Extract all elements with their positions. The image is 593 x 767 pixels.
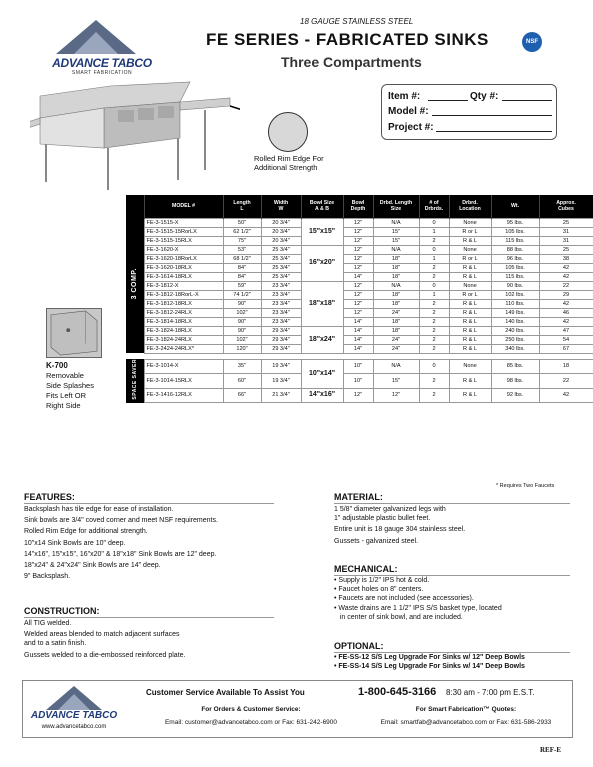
logo-tagline: SMART FABRICATION [71,70,133,76]
cell-width: 23 3/4" [261,290,301,299]
cell-width: 29 3/4" [261,344,301,353]
orders-title: For Orders & Customer Service: [201,706,301,713]
cell-bowl-depth: 12" [343,245,373,254]
cell-bowl-size: 18"x18" [301,281,343,326]
quotes-title: For Smart Fabrication™ Quotes: [415,706,517,713]
features-item: Rolled Rim Edge for additional strength. [24,528,148,536]
cell-drbd-length: 24" [373,335,419,344]
cell-drbd-length: 18" [373,317,419,326]
features-item: Backsplash has tile edge for ease of installation. [24,506,174,513]
sink-illustration [30,78,240,198]
cell-weight: 105 lbs. [491,227,539,236]
footer-logo-name: ADVANCE TABCO [30,710,118,721]
cell-model: FE-3-1014-15RLX [144,374,223,389]
cell-weight: 105 lbs. [491,263,539,272]
cell-model: FE-3-1620-X [144,245,223,254]
cell-model: FE-3-1812-18RLX [144,299,223,308]
cell-bowl-depth: 12" [343,218,373,227]
table-row [126,218,593,227]
brand-logo [22,20,162,80]
cell-drbd-length: 24" [373,308,419,317]
cell-cubes: 67 [539,344,593,353]
cell-bowl-depth: 12" [343,388,373,403]
k700-line: Side Splashes [46,381,94,390]
cell-length: 120" [223,344,261,353]
cell-weight: 96 lbs. [491,254,539,263]
cell-drbd-length: 18" [373,299,419,308]
cell-drbd-length: 18" [373,263,419,272]
k700-title: K-700 [46,361,68,370]
k700-line: Fits Left OR [46,391,87,400]
group-label-text: 3 COMP. [130,268,138,300]
header-bowl-size: Bowl Size A & B [301,195,343,218]
cell-model: FE-3-1416-12RLX [144,388,223,403]
cell-length: 66" [223,388,261,403]
header-cubes: Approx. Cubes [539,195,593,218]
cell-length: 75" [223,236,261,245]
cell-model: FE-3-1812-24RLX [144,308,223,317]
cell-length: 68 1/2" [223,254,261,263]
cell-weight: 90 lbs. [491,281,539,290]
model-label: Model #: [388,106,429,117]
cell-bowl-depth: 12" [343,299,373,308]
cell-weight: 98 lbs. [491,374,539,389]
features-item: 18"x24" & 24"x24" Sink Bowls are 14" deep. [24,562,161,570]
qty-label: Qty #: [470,91,499,102]
cell-drbd-length: 18" [373,272,419,281]
construction-list [24,619,185,660]
cell-num-drbrds: 2 [419,388,449,403]
logo-name: ADVANCE TABCO [52,56,152,70]
project-field-line[interactable] [436,131,552,132]
cell-drbrd-location: R or L [449,227,491,236]
construction-item: All TIG welded. [24,620,72,627]
footer-logo [18,686,130,732]
table-row [126,388,593,403]
cell-drbrd-location: None [449,359,491,374]
cell-num-drbrds: 0 [419,218,449,227]
table-header-row [126,195,593,218]
item-info-box [381,84,557,140]
cell-length: 90" [223,326,261,335]
model-field-line[interactable] [432,115,552,116]
cell-model: FE-3-1812-X [144,281,223,290]
cell-model: FE-3-1515-15RLX [144,236,223,245]
cell-weight: 250 lbs. [491,335,539,344]
cell-weight: 149 lbs. [491,308,539,317]
material-item: Gussets - galvanized steel. [334,537,419,545]
header-weight: Wt. [491,195,539,218]
cell-weight: 85 lbs. [491,359,539,374]
cell-cubes: 22 [539,374,593,389]
cell-width: 29 3/4" [261,326,301,335]
optional-item: • FE-SS-14 S/S Leg Upgrade For Sinks w/ 14" Deep Bowls [334,663,525,671]
cell-model: FE-3-1824-24RLX [144,335,223,344]
cell-bowl-depth: 12" [343,263,373,272]
cell-num-drbrds: 2 [419,344,449,353]
material-divider [334,503,570,504]
table-row [126,326,593,335]
table-row [126,374,593,389]
business-hours: 8:30 am - 7:00 pm E.S.T. [446,688,535,697]
cell-weight: 115 lbs. [491,236,539,245]
table-row [126,245,593,254]
cell-bowl-depth: 12" [343,290,373,299]
optional-item: • FE-SS-12 S/S Leg Upgrade For Sinks w/ 12" Deep Bowls [334,654,525,661]
cell-drbd-length: 24" [373,344,419,353]
cell-num-drbrds: 2 [419,299,449,308]
construction-divider [24,617,274,618]
cell-weight: 340 lbs. [491,344,539,353]
k700-caption [46,361,94,411]
cell-weight: 102 lbs. [491,290,539,299]
cell-drbd-length: N/A [373,281,419,290]
cell-num-drbrds: 2 [419,317,449,326]
reference-code: REF-E [540,746,561,754]
cell-cubes: 31 [539,227,593,236]
features-item: 10"x14 Sink Bowls are 10" deep. [24,539,126,547]
cell-bowl-depth: 12" [343,281,373,290]
header-num-drbrds: # of Drbrds. [419,195,449,218]
material-item: 1 5/8" diameter galvanized legs with [334,506,446,513]
cell-length: 90" [223,299,261,308]
cell-cubes: 18 [539,359,593,374]
cell-length: 84" [223,272,261,281]
table-row [126,281,593,290]
cell-cubes: 42 [539,272,593,281]
table-row [126,308,593,317]
cell-length: 62 1/2" [223,227,261,236]
construction-heading: CONSTRUCTION: [24,606,100,616]
footer-website[interactable]: www.advancetabco.com [41,724,107,730]
spec-table [126,195,593,403]
cell-num-drbrds: 2 [419,272,449,281]
callout-line: Additional Strength [254,163,318,172]
cell-model: FE-3-1814-18RLX [144,317,223,326]
features-item: Sink bowls are 3/4" coved corner and meet NSF requirements. [24,517,218,525]
cell-bowl-depth: 12" [343,236,373,245]
callout-line: Rolled Rim Edge For [254,154,324,163]
cell-drbrd-location: R & L [449,388,491,403]
cell-width: 23 3/4" [261,299,301,308]
quotes-contact[interactable]: Email: smartfab@advancetabco.com or Fax: 631-586-2933 [380,719,552,726]
cell-drbd-length: N/A [373,245,419,254]
cell-length: 74 1/2" [223,290,261,299]
cell-width: 21 3/4" [261,388,301,403]
cell-num-drbrds: 1 [419,254,449,263]
spec-table-wrapper [126,195,576,403]
cell-weight: 115 lbs. [491,272,539,281]
construction-item: Welded areas blended to match adjacent surfaces [24,631,180,639]
cell-length: 53" [223,245,261,254]
construction-item: Gussets welded to a die-embossed reinforced plate. [24,651,186,659]
cell-bowl-depth: 10" [343,374,373,389]
cell-drbrd-location: R & L [449,299,491,308]
cell-bowl-size: 10"x14" [301,359,343,388]
cell-width: 25 3/4" [261,263,301,272]
cell-bowl-size: 15"x15" [301,218,343,245]
cell-weight: 92 lbs. [491,388,539,403]
cell-drbrd-location: None [449,281,491,290]
customer-service-text: Customer Service Available To Assist You [146,688,305,697]
group-label-space-saver [126,359,144,403]
material-heading: MATERIAL: [334,492,383,502]
cell-model: FE-3-1515-X [144,218,223,227]
table-row [126,290,593,299]
phone-number[interactable]: 1-800-645-3166 [358,686,437,698]
cell-bowl-depth: 12" [343,227,373,236]
header-drbd-length: Drbd. Length Size [373,195,419,218]
cell-length: 35" [223,359,261,374]
material-list [334,505,465,546]
cell-width: 19 3/4" [261,359,301,374]
cell-width: 25 3/4" [261,254,301,263]
mechanical-list [334,576,502,622]
cell-bowl-depth: 14" [343,272,373,281]
mechanical-item: • Waste drains are 1 1/2" IPS S/S basket type, located [334,604,502,612]
cell-length: 102" [223,335,261,344]
k700-splash-image [46,308,102,358]
header-drbrd-location: Drbrd. Location [449,195,491,218]
cell-drbrd-location: R & L [449,263,491,272]
cell-weight: 110 lbs. [491,299,539,308]
rolled-rim-detail-image [268,112,308,152]
cell-cubes: 42 [539,299,593,308]
table-row [126,317,593,326]
mechanical-item: in center of sink bowl, and are included. [334,613,463,621]
cell-model: FE-3-1515-15RorLX [144,227,223,236]
cell-cubes: 42 [539,317,593,326]
cell-bowl-size: 16"x20" [301,245,343,281]
rolled-rim-caption [254,154,324,172]
page-title: FE SERIES - FABRICATED SINKS [206,30,489,49]
cell-bowl-depth: 10" [343,359,373,374]
item-field-line[interactable] [428,100,468,101]
cell-drbd-length: 18" [373,290,419,299]
mechanical-item: • Supply is 1/2" IPS hot & cold. [334,577,430,584]
table-row [126,344,593,353]
features-item: 9" Backsplash. [24,573,71,581]
features-divider [24,503,274,504]
gauge-label: 18 GAUGE STAINLESS STEEL [300,17,414,26]
k700-line: Removable [46,371,84,380]
cell-cubes: 31 [539,236,593,245]
features-heading: FEATURES: [24,492,75,502]
group-label-text: SPACE SAVER [131,359,138,400]
cell-model: FE-3-1614-18RLX [144,272,223,281]
optional-heading: OPTIONAL: [334,641,384,651]
cell-length: 102" [223,308,261,317]
k700-line: Right Side [46,401,81,410]
table-row [126,359,593,374]
table-row [126,272,593,281]
mechanical-item: • Faucets are not included (see accessories). [334,595,474,603]
cell-weight: 88 lbs. [491,245,539,254]
construction-item: and to a satin finish. [24,640,87,648]
cell-cubes: 42 [539,388,593,403]
cell-bowl-depth: 14" [343,317,373,326]
cell-cubes: 42 [539,263,593,272]
cell-drbd-length: 12" [373,388,419,403]
cell-bowl-depth: 12" [343,308,373,317]
cell-drbrd-location: None [449,218,491,227]
cell-num-drbrds: 2 [419,308,449,317]
cell-bowl-size: 14"x16" [301,388,343,403]
cell-cubes: 54 [539,335,593,344]
cell-cubes: 22 [539,281,593,290]
header-bowl-depth: Bowl Depth [343,195,373,218]
cell-cubes: 38 [539,254,593,263]
optional-list [334,653,525,671]
cell-length: 59" [223,281,261,290]
table-row [126,263,593,272]
table-row [126,227,593,236]
features-item: 14"x16", 15"x15", 16"x20" & 18"x18" Sink Bowls are 12" deep. [24,550,217,558]
table-row [126,254,593,263]
cell-drbd-length: 15" [373,236,419,245]
cell-width: 23 3/4" [261,281,301,290]
cell-width: 20 3/4" [261,227,301,236]
cell-cubes: 46 [539,308,593,317]
mechanical-heading: MECHANICAL: [334,564,398,574]
qty-field-line[interactable] [502,100,552,101]
cell-length: 84" [223,263,261,272]
project-label: Project #: [388,122,434,133]
table-row [126,335,593,344]
table-row [126,299,593,308]
faucet-note: * Requires Two Faucets [496,483,555,489]
cell-width: 20 3/4" [261,218,301,227]
cell-weight: 240 lbs. [491,326,539,335]
cell-drbd-length: 18" [373,326,419,335]
cell-drbrd-location: R & L [449,272,491,281]
cell-cubes: 47 [539,326,593,335]
nsf-badge-icon: NSF [522,32,542,52]
orders-contact[interactable]: Email: customer@advancetabco.com or Fax: 631-242-6900 [164,719,338,726]
cell-cubes: 25 [539,245,593,254]
cell-model: FE-3-1620-18RorLX [144,254,223,263]
cell-length: 60" [223,374,261,389]
cell-num-drbrds: 2 [419,263,449,272]
cell-cubes: 25 [539,218,593,227]
cell-width: 23 3/4" [261,308,301,317]
cell-drbrd-location: R & L [449,374,491,389]
cell-bowl-depth: 12" [343,254,373,263]
cell-bowl-depth: 14" [343,326,373,335]
cell-drbrd-location: R & L [449,308,491,317]
cell-num-drbrds: 2 [419,374,449,389]
footer-logo-triangle-inner [58,694,90,710]
cell-drbrd-location: R & L [449,236,491,245]
item-label: Item #: [388,91,421,102]
cell-model: FE-3-2424-24RLX* [144,344,223,353]
mechanical-item: • Faucet holes on 8" centers. [334,586,424,594]
header-model: MODEL # [144,195,223,218]
cell-weight: 95 lbs. [491,218,539,227]
cell-drbrd-location: R or L [449,254,491,263]
cell-weight: 140 lbs. [491,317,539,326]
cell-drbrd-location: R or L [449,290,491,299]
header-length: Length L [223,195,261,218]
cell-width: 25 3/4" [261,245,301,254]
cell-num-drbrds: 0 [419,359,449,374]
cell-drbrd-location: R & L [449,335,491,344]
cell-drbrd-location: R & L [449,344,491,353]
logo-triangle-inner [74,32,118,54]
cell-drbd-length: 15" [373,374,419,389]
cell-num-drbrds: 2 [419,236,449,245]
header-group [126,195,144,218]
cell-length: 90" [223,317,261,326]
cell-width: 25 3/4" [261,272,301,281]
cell-width: 20 3/4" [261,236,301,245]
material-item: Entire unit is 18 gauge 304 stainless steel. [334,526,466,534]
cell-drbd-length: N/A [373,359,419,374]
cell-drbd-length: 15" [373,227,419,236]
cell-bowl-size: 18"x24" [301,326,343,353]
table-body [126,218,593,403]
cell-model: FE-3-1812-18RorL-X [144,290,223,299]
cell-drbrd-location: R & L [449,317,491,326]
cell-length: 50" [223,218,261,227]
cell-drbd-length: 18" [373,254,419,263]
cell-drbrd-location: None [449,245,491,254]
cell-width: 19 3/4" [261,374,301,389]
cell-num-drbrds: 1 [419,290,449,299]
material-item: 1" adjustable plastic bullet feet. [334,515,431,523]
cell-drbd-length: N/A [373,218,419,227]
features-list [24,505,218,581]
cell-drbrd-location: R & L [449,326,491,335]
cell-model: FE-3-1620-18RLX [144,263,223,272]
table-row [126,236,593,245]
cell-width: 29 3/4" [261,335,301,344]
cell-num-drbrds: 2 [419,326,449,335]
cell-num-drbrds: 0 [419,245,449,254]
header-width: Width W [261,195,301,218]
cell-bowl-depth: 14" [343,335,373,344]
cell-num-drbrds: 2 [419,335,449,344]
cell-model: FE-3-1014-X [144,359,223,374]
group-label-3-comp [126,218,144,353]
page-subtitle: Three Compartments [281,54,422,70]
cell-num-drbrds: 0 [419,281,449,290]
cell-bowl-depth: 14" [343,344,373,353]
cell-width: 23 3/4" [261,317,301,326]
cell-num-drbrds: 1 [419,227,449,236]
cell-cubes: 29 [539,290,593,299]
cell-model: FE-3-1824-18RLX [144,326,223,335]
